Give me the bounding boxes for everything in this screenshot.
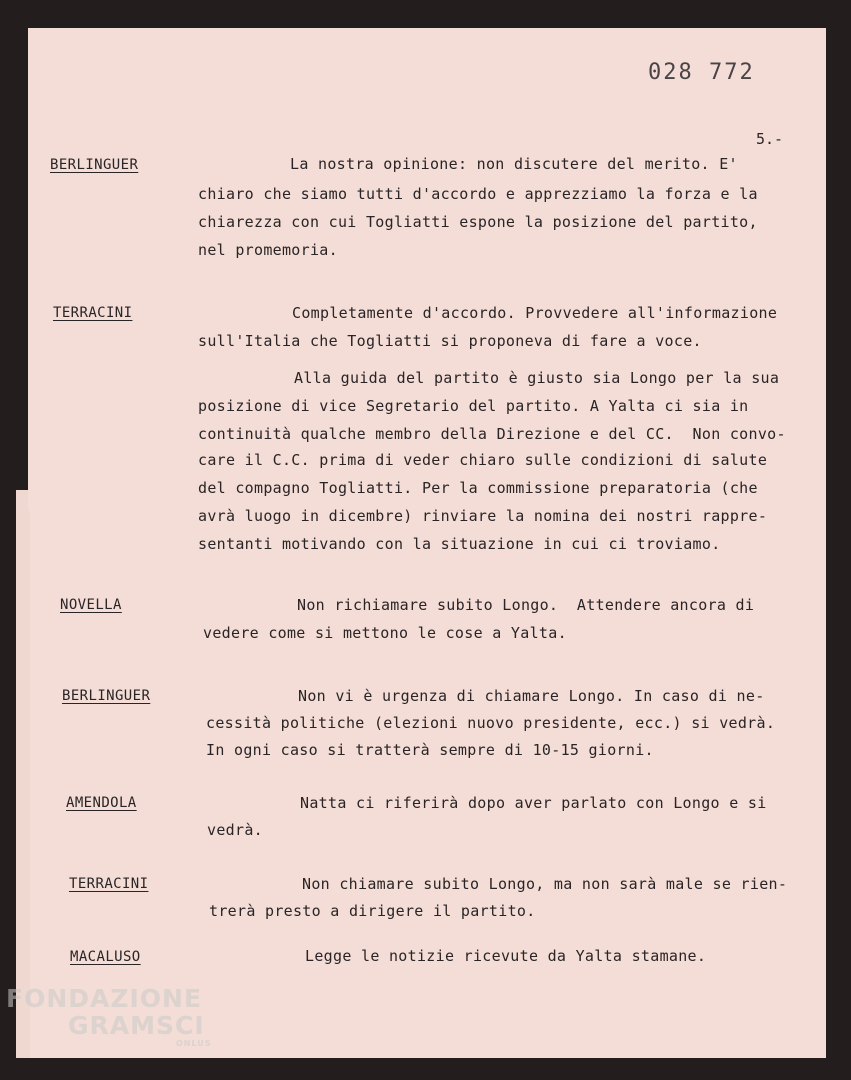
speech-line: vedrà. bbox=[207, 821, 263, 839]
speech-line: nel promemoria. bbox=[198, 241, 338, 259]
speech-line: sentanti motivando con la situazione in cui ci troviamo. bbox=[198, 535, 721, 553]
fondazione-gramsci-watermark bbox=[6, 986, 212, 1048]
speech-line: Completamente d'accordo. Provvedere all'informazione bbox=[292, 304, 778, 322]
speech-line: sull'Italia che Togliatti si proponeva di fare a voce. bbox=[198, 332, 702, 350]
page-number: 5.- bbox=[756, 130, 784, 148]
speech-line: cessità politiche (elezioni nuovo presidente, ecc.) si vedrà. bbox=[206, 714, 776, 732]
speech-line: Legge le notizie ricevute da Yalta stamane. bbox=[305, 947, 707, 965]
speech-line: posizione di vice Segretario del partito. A Yalta ci sia in bbox=[198, 397, 749, 415]
speaker-name: BERLINGUER bbox=[62, 688, 151, 704]
speaker-name: TERRACINI bbox=[53, 305, 133, 321]
speech-line: Non vi è urgenza di chiamare Longo. In caso di ne- bbox=[298, 687, 765, 705]
speech-line: chiarezza con cui Togliatti espone la posizione del partito, bbox=[198, 213, 758, 231]
speech-line: In ogni caso si tratterà sempre di 10-15 giorni. bbox=[206, 741, 654, 759]
speaker-name: NOVELLA bbox=[60, 597, 122, 613]
watermark-line: ONLUS bbox=[176, 1039, 212, 1048]
speaker-name: BERLINGUER bbox=[50, 157, 139, 173]
speech-line: La nostra opinione: non discutere del merito. E' bbox=[290, 155, 738, 173]
speech-line: del compagno Togliatti. Per la commissione preparatoria (che bbox=[198, 479, 758, 497]
document-number: 028 772 bbox=[648, 60, 755, 85]
speech-line: chiaro che siamo tutti d'accordo e apprezziamo la forza e la bbox=[198, 185, 758, 203]
paper-edge bbox=[16, 490, 30, 1058]
speaker-name: AMENDOLA bbox=[66, 795, 137, 811]
watermark-line: FONDAZIONE bbox=[6, 984, 203, 1013]
speaker-name: MACALUSO bbox=[70, 949, 141, 965]
speech-line: avrà luogo in dicembre) rinviare la nomina dei nostri rappre- bbox=[198, 507, 768, 525]
speaker-name: TERRACINI bbox=[69, 876, 149, 892]
speech-line: Non richiamare subito Longo. Attendere ancora di bbox=[297, 596, 755, 614]
speech-line: continuità qualche membro della Direzione e del CC. Non convo- bbox=[198, 425, 786, 443]
speech-line: vedere come si mettono le cose a Yalta. bbox=[203, 624, 567, 642]
speech-line: Natta ci riferirà dopo aver parlato con Longo e si bbox=[300, 794, 767, 812]
speech-line: Non chiamare subito Longo, ma non sarà male se rien- bbox=[302, 875, 788, 893]
speech-line: Alla guida del partito è giusto sia Longo per la sua bbox=[294, 369, 780, 387]
watermark-line: GRAMSCI bbox=[68, 1011, 205, 1040]
speech-line: care il C.C. prima di veder chiaro sulle condizioni di salute bbox=[198, 451, 768, 469]
speech-line: trerà presto a dirigere il partito. bbox=[209, 902, 536, 920]
